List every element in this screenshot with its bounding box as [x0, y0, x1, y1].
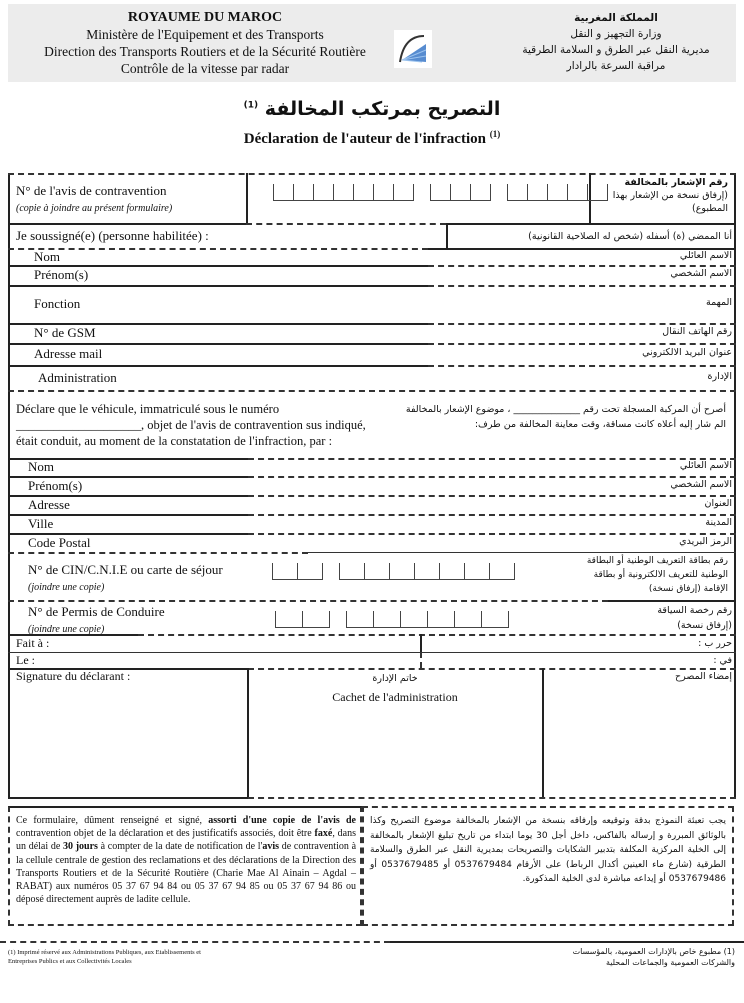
header-kingdom-fr: ROYAUME DU MAROC	[127, 10, 283, 25]
form-field-row[interactable]	[10, 515, 732, 532]
field-label: Ville	[28, 515, 54, 531]
form-top-border	[8, 173, 736, 175]
field-label-ar: عنوان البريد الالكتروني	[642, 347, 732, 358]
divider	[248, 668, 736, 670]
digit-group[interactable]	[273, 184, 414, 201]
notice-fr-bold: avis	[262, 841, 280, 853]
cachet-area[interactable]	[250, 706, 540, 796]
header-service-fr: Contrôle de la vitesse par radar	[120, 61, 290, 76]
digit-box[interactable]	[401, 611, 428, 627]
field-label: Adresse	[28, 496, 70, 512]
digit-box[interactable]	[455, 611, 482, 627]
cin-label-text: N° de CIN/C.N.I.E ou carte de séjour	[28, 562, 223, 577]
declaration-line2: ____________________, objet de l'avis de contravention sus indiqué,	[16, 418, 366, 432]
form-field-row[interactable]	[10, 496, 732, 513]
digit-box[interactable]	[431, 184, 451, 200]
field-label-ar: الاسم العائلي	[679, 460, 732, 471]
divider	[246, 173, 248, 223]
digit-box[interactable]	[347, 611, 374, 627]
digit-box[interactable]	[334, 184, 354, 200]
digit-box[interactable]	[490, 563, 515, 579]
divider	[420, 652, 422, 668]
declaration-line3: était conduit, au moment de la constatation de l'infraction, par :	[16, 434, 333, 448]
header-ministry-fr: Ministère de l'Equipement et des Transports	[86, 27, 324, 42]
cin-note: (joindre une copie)	[28, 582, 105, 593]
field-label-ar: المهمة	[706, 297, 732, 308]
notice-fr-part: de contravention à la cellule centrale de gestion des reclamations et des déclarations de la Direction des Transports Routiers et de la Sécurité Routière (Charie Mae Al Ainain – Agdal – RABAT) aux numéros 05 37 67 94 84 ou 05 37 67 94 85 ou 05 37 67 94 86 ou déposé directement auprès de ladite cellule.	[16, 841, 357, 906]
field-label-ar: الرمز البريدي	[679, 535, 732, 547]
divider	[8, 652, 736, 653]
header-kingdom-ar: المملكة المغربية	[574, 12, 658, 24]
digit-box[interactable]	[394, 184, 414, 200]
digit-box[interactable]	[354, 184, 374, 200]
digit-box[interactable]	[428, 611, 455, 627]
digit-box[interactable]	[548, 184, 568, 200]
header-direction-ar: مديرية النقل عبر الطرق و السلامة الطرقية	[522, 44, 710, 56]
form-field-row[interactable]	[10, 477, 732, 494]
avis-number-boxes[interactable]	[273, 184, 624, 200]
field-label: Adresse mail	[34, 346, 103, 361]
cachet-label-ar: خاتم الإدارة	[372, 673, 418, 684]
notice-fr-bold: 30 jours	[63, 841, 98, 853]
avis-label-ar-text: رقم الإشعار بالمخالفة	[624, 177, 728, 188]
declaration-text	[16, 401, 406, 449]
footnote-fr: (1) Imprimé réservé aux Administrations Publiques, aux Etablissements et Entreprises Publics et aux Collectivités Locales	[8, 949, 201, 965]
header-direction-fr: Direction des Transports Routiers et de la Sécurité Routière	[44, 44, 366, 59]
permis-label-text: N° de Permis de Conduire	[28, 604, 165, 619]
field-label: Fonction	[34, 296, 81, 311]
avis-note: (copie à joindre au présent formulaire)	[16, 203, 173, 214]
signature-declarant-area-ar[interactable]	[545, 686, 733, 796]
divider	[8, 552, 308, 554]
notice-fr-bold: assorti d'une copie de l'avis de	[208, 815, 356, 826]
permis-label-ar-text: رقم رخصة السياقة	[657, 605, 732, 616]
declaration-text-ar: أصرح أن المركبة المسجلة تحت رقم ______________ ، موضوع الإشعار بالمخالفة الم شار إليه أعلاه كانت مساقة، وقت معاينة المخالفة من طرف:	[405, 404, 726, 430]
digit-box[interactable]	[273, 563, 298, 579]
field-label: Nom	[34, 248, 60, 264]
digit-box[interactable]	[390, 563, 415, 579]
title-ar-text: التصريح بمرتكب المخالفة	[264, 98, 501, 120]
digit-box[interactable]	[294, 184, 314, 200]
footnote-ar: (1) مطبوع خاص بالإدارات العمومية، بالمؤسسات والشركات العمومية والجماعات المحلية	[572, 947, 735, 967]
avis-label-text: N° de l'avis de contravention	[16, 183, 167, 198]
title-arabic	[0, 98, 744, 120]
divider	[8, 797, 248, 799]
form-field-row[interactable]	[10, 366, 732, 389]
footer-rule-dashed	[0, 941, 390, 943]
permis-number-boxes[interactable]	[275, 611, 525, 627]
title-fr-text: Déclaration de l'auteur de l'infraction	[243, 131, 486, 147]
field-label-ar: المدينة	[705, 516, 732, 528]
field-label: Prénom(s)	[28, 477, 83, 493]
digit-box[interactable]	[365, 563, 390, 579]
title-fr-footnote: (1)	[489, 129, 501, 139]
divider	[248, 797, 736, 799]
notice-fr-part: contravention objet de la déclaration et des justificatifs associés, doit être	[16, 828, 315, 840]
permis-label	[28, 604, 165, 636]
signature-declarant-label-ar: إمضاء المصرح	[675, 671, 732, 682]
form-field-row[interactable]	[10, 534, 732, 551]
digit-group[interactable]	[275, 611, 330, 628]
field-label-ar: الاسم الشخصي	[670, 478, 732, 490]
cin-number-boxes[interactable]	[272, 563, 531, 579]
form-field-row[interactable]	[10, 286, 732, 322]
avis-note-ar: (إرفاق نسخة من الإشعار بهذا المطبوع)	[612, 190, 728, 214]
field-label: Administration	[38, 369, 117, 385]
digit-group[interactable]	[507, 184, 608, 201]
soussigne-label: Je soussigné(e) (personne habilitée) :	[16, 228, 209, 243]
digit-box[interactable]	[508, 184, 528, 200]
digit-box[interactable]	[276, 611, 303, 627]
digit-group[interactable]	[430, 184, 491, 201]
notice-fr-part: , dans un délai de	[16, 828, 356, 853]
digit-box[interactable]	[415, 563, 440, 579]
digit-box[interactable]	[471, 184, 491, 200]
field-label-ar: رقم الهاتف النقال	[662, 326, 732, 337]
avis-label	[16, 183, 172, 215]
cin-label-ar: رقم بطاقة التعريف الوطنية أو البطاقة الوطنية للتعريف الالكترونية أو بطاقة الإقامة (إرفاق نسخة)	[586, 556, 728, 594]
divider	[8, 390, 736, 392]
digit-group[interactable]	[339, 563, 515, 580]
le-label-ar[interactable]: في :	[713, 655, 732, 666]
digit-box[interactable]	[303, 611, 330, 627]
divider	[608, 600, 736, 602]
field-label-ar: الاسم العائلي	[679, 249, 732, 261]
divider	[446, 223, 448, 248]
title-ar-footnote: (1)	[243, 100, 259, 111]
field-label: Code Postal	[28, 534, 91, 550]
ministry-logo-icon	[394, 30, 432, 68]
divider	[8, 600, 608, 602]
digit-group[interactable]	[346, 611, 509, 628]
divider	[420, 634, 422, 652]
field-label-ar: العنوان	[704, 497, 732, 509]
cachet-label: Cachet de l'administration	[332, 690, 458, 704]
signature-declarant-area[interactable]	[10, 686, 246, 796]
digit-box[interactable]	[440, 563, 465, 579]
le-label[interactable]: Le :	[16, 653, 35, 667]
form-field-row[interactable]	[10, 324, 732, 342]
digit-box[interactable]	[374, 184, 394, 200]
digit-box[interactable]	[568, 184, 588, 200]
soussigne-label-ar: أنا الممضي (ة) أسفله (شخص له الصلاحية القانونية)	[528, 231, 732, 242]
field-label-ar: الإدارة	[707, 370, 732, 382]
cin-label	[28, 562, 223, 594]
permis-label-ar	[657, 603, 732, 633]
form-field-row[interactable]	[10, 344, 732, 364]
digit-box[interactable]	[314, 184, 334, 200]
divider	[246, 223, 446, 225]
notice-fr-part: à compter de la date de notification de l'	[97, 841, 263, 853]
declaration-line1: Déclare que le véhicule, immatriculé sous le numéro	[16, 402, 280, 416]
header-service-ar: مراقبة السرعة بالرادار	[566, 60, 666, 72]
divider	[8, 223, 246, 225]
form-field-row[interactable]	[10, 266, 732, 284]
divider	[446, 223, 736, 225]
divider	[138, 634, 736, 636]
signature-declarant-label: Signature du déclarant :	[16, 669, 131, 683]
divider	[542, 668, 544, 798]
digit-box[interactable]	[465, 563, 490, 579]
notice-fr-part: Ce formulaire, dûment renseigné et signé,	[16, 815, 209, 826]
divider	[308, 552, 736, 553]
field-label-ar: الاسم الشخصي	[670, 268, 732, 279]
footer-rule-solid	[390, 941, 744, 943]
digit-box[interactable]	[374, 611, 401, 627]
digit-box[interactable]	[528, 184, 548, 200]
fait-a-label[interactable]: Fait à :	[16, 636, 50, 650]
title-french	[0, 129, 744, 148]
digit-box[interactable]	[274, 184, 294, 200]
form-field-row[interactable]	[10, 249, 732, 264]
notice-fr-bold: faxé	[314, 828, 333, 840]
header-french	[40, 8, 370, 77]
divider	[247, 668, 249, 798]
notice-ar: يجب تعبئة النموذج بدقة وتوقيعه وإرفاقه بنسخة من الإشعار بالمخالفة موضوع التصريح وكذا بالوثائق المبررة و إرساله بالفاكس، داخل أجل 30 يوما ابتداء من تاريخ تبليغ الإشعار بالمخالفة إلى الخلية المركزية المكلفة بتدبير الشكايات والتصريحات بمديرية النقل عبر الطرق والسلامة الطرقية (شارع ماء العينين أكدال الرباط) على الأرقام 0537679484 أو 0537679485 أو 0537679486 أو إيداعه مباشرة لدى الخلية المذكورة.	[370, 816, 726, 884]
permis-note-ar: (إرفاق نسخة)	[677, 620, 732, 631]
fait-a-label-ar[interactable]: حرر ب :	[698, 638, 732, 649]
avis-label-ar	[596, 176, 728, 215]
notice-fr	[16, 814, 356, 906]
digit-box[interactable]	[340, 563, 365, 579]
header-ministry-ar: وزارة التجهيز و النقل	[570, 28, 662, 40]
field-label: Prénom(s)	[34, 267, 89, 282]
digit-box[interactable]	[451, 184, 471, 200]
field-label: Nom	[28, 459, 54, 474]
form-field-row[interactable]	[10, 459, 732, 475]
digit-group[interactable]	[272, 563, 323, 580]
header-arabic	[500, 10, 732, 74]
field-label: N° de GSM	[34, 325, 96, 340]
digit-box[interactable]	[298, 563, 323, 579]
digit-box[interactable]	[482, 611, 509, 627]
permis-note: (joindre une copie)	[28, 624, 105, 635]
